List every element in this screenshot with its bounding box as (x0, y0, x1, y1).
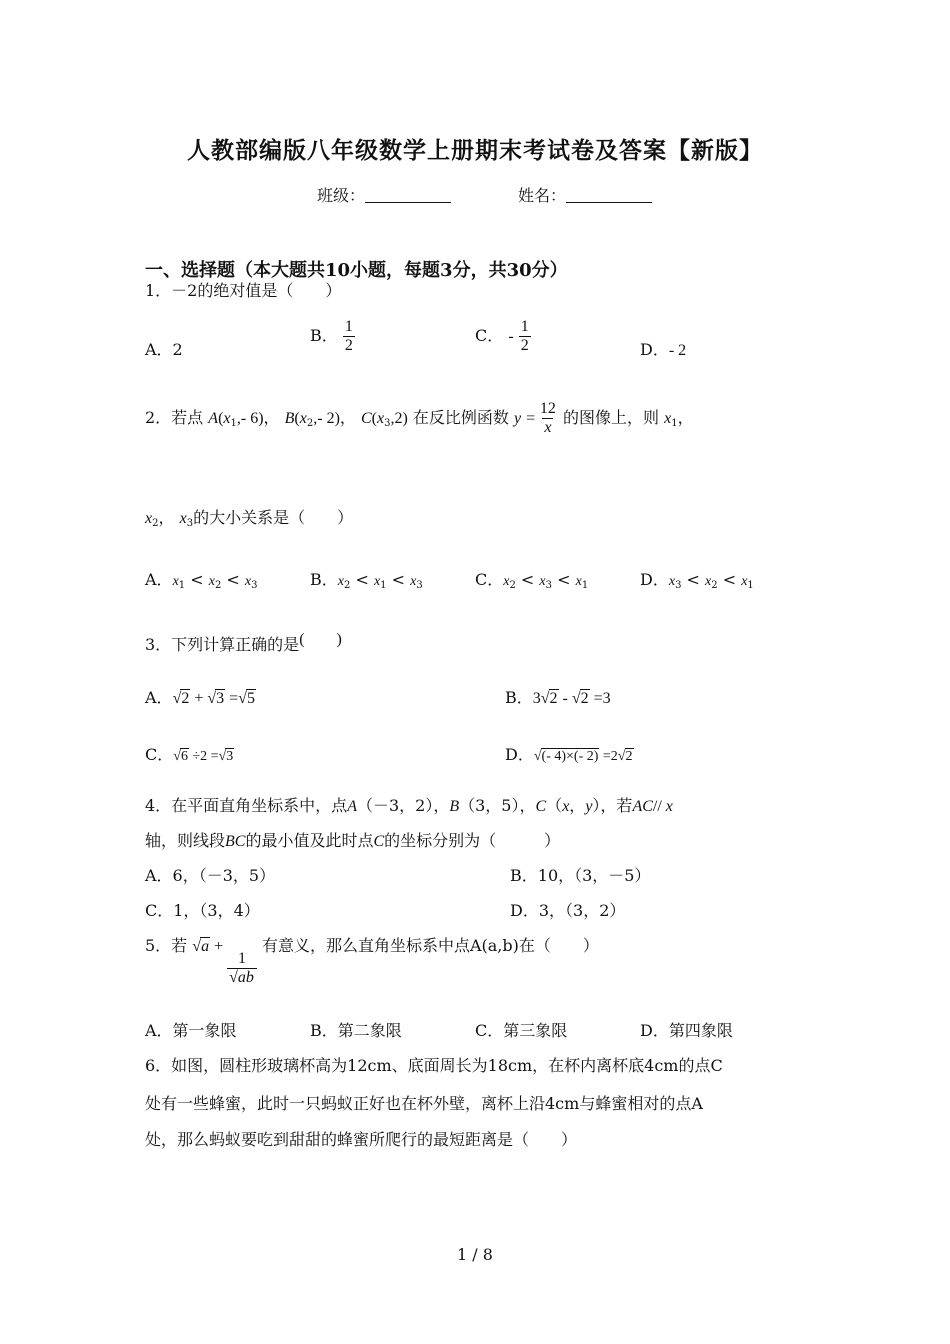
class-field (317, 186, 451, 206)
name-label: 姓名： (518, 186, 567, 205)
q2-stem: 2．若点 $A(x_1,-$ 6)， $B(x_2,-$ 2)， $C(x_3,2)$ 在反比例函数 y = $\frac{12}{x}$ 的图像上，则 $x_1$， (145, 400, 694, 436)
q1-option-d: D．- 2 (640, 340, 687, 359)
q1-c-fraction: $\frac{1}{2}$ (520, 318, 529, 354)
q2-function: y = (514, 410, 536, 427)
q1-option-b (310, 318, 355, 355)
q6-line1: 6．如图，圆柱形玻璃杯高为12cm、底面周长为18cm，在杯内离杯底4cm的点C (145, 1056, 723, 1075)
q3-option-b: B．3√2 - √2 =3 (505, 688, 611, 707)
q5-stem: 5．若 √a + $\frac{1}{√ab}$ 有意义，那么直角坐标系中点A(a,b)在（ ） (145, 936, 599, 986)
q2-option-d: D．$x_3 < x_2 < x_1$ (640, 570, 754, 591)
q2-option-b: B．$x_2 < x_1 < x_3$ (310, 570, 423, 591)
q5-option-c: C．第三象限 (475, 1021, 568, 1040)
q4-line1: 4．在平面直角坐标系中，点A（－3，2），B（3，5），C（x，y），若AC// x (145, 796, 673, 815)
q3-option-d: D．√(- 4)×(- 2) =2√2 (505, 745, 633, 764)
q1-stem: 1．－2的绝对值是（ ） (145, 281, 342, 300)
q5-option-d: D．第四象限 (640, 1021, 733, 1040)
section-heading: 一、选择题（本大题共10小题，每题3分，共30分） (145, 260, 568, 281)
name-blank[interactable] (566, 188, 652, 203)
q6-line3: 处，那么蚂蚁要吃到甜甜的蜂蜜所爬行的最短距离是（ ） (145, 1130, 578, 1149)
q4-option-c: C．1，（3，4） (145, 901, 260, 920)
class-label: 班级： (317, 186, 366, 205)
q4-option-d: D．3，（3，2） (510, 901, 626, 920)
q1-b-fraction: $\frac{1}{2}$ (344, 318, 353, 354)
page-title: 人教部编版八年级数学上册期末考试卷及答案【新版】 (187, 137, 763, 164)
q5-option-a: A．第一象限 (145, 1021, 237, 1040)
q2-point-b: B (284, 410, 295, 427)
q3-stem: 3．下列计算正确的是( ) (145, 631, 342, 654)
q1-c-label: C． (475, 326, 504, 345)
q2-stem-line2: $x_2$， $x_3$的大小关系是（ ） (145, 508, 354, 529)
q2-option-a: A．$x_1 < x_2 < x_3$ (145, 570, 258, 591)
q2-point-a: A (208, 410, 219, 427)
q4-option-b: B．10，（3，－5） (510, 866, 651, 885)
q1-option-c: C． - $\frac{1}{2}$ (475, 318, 529, 354)
q4-option-a: A．6，（－3，5） (145, 866, 276, 885)
class-blank[interactable] (365, 188, 451, 203)
q4-line2: 轴，则线段BC的最小值及此时点C的坐标分别为（ ） (145, 831, 561, 850)
q2-option-c: C．$x_2 < x_3 < x_1$ (475, 570, 589, 591)
q1-b-label: B． (310, 326, 338, 345)
q3-option-a: A．√2 + √3 =√5 (145, 688, 255, 707)
q5-option-b: B．第二象限 (310, 1021, 402, 1040)
page-number: 1 / 8 (457, 1245, 493, 1264)
q2-point-c: C (361, 410, 372, 427)
q6-line2: 处有一些蜂蜜，此时一只蚂蚁正好也在杯外壁，离杯上沿4cm与蜂蜜相对的点A (145, 1094, 703, 1113)
name-field (518, 186, 652, 206)
q1-d-label: D． (640, 340, 669, 359)
q1-option-a: A．2 (145, 340, 183, 359)
q3-option-c: C．√6 ÷2 =√3 (145, 745, 234, 764)
q5-expression: √a + $\frac{1}{√ab}$ (192, 938, 257, 955)
